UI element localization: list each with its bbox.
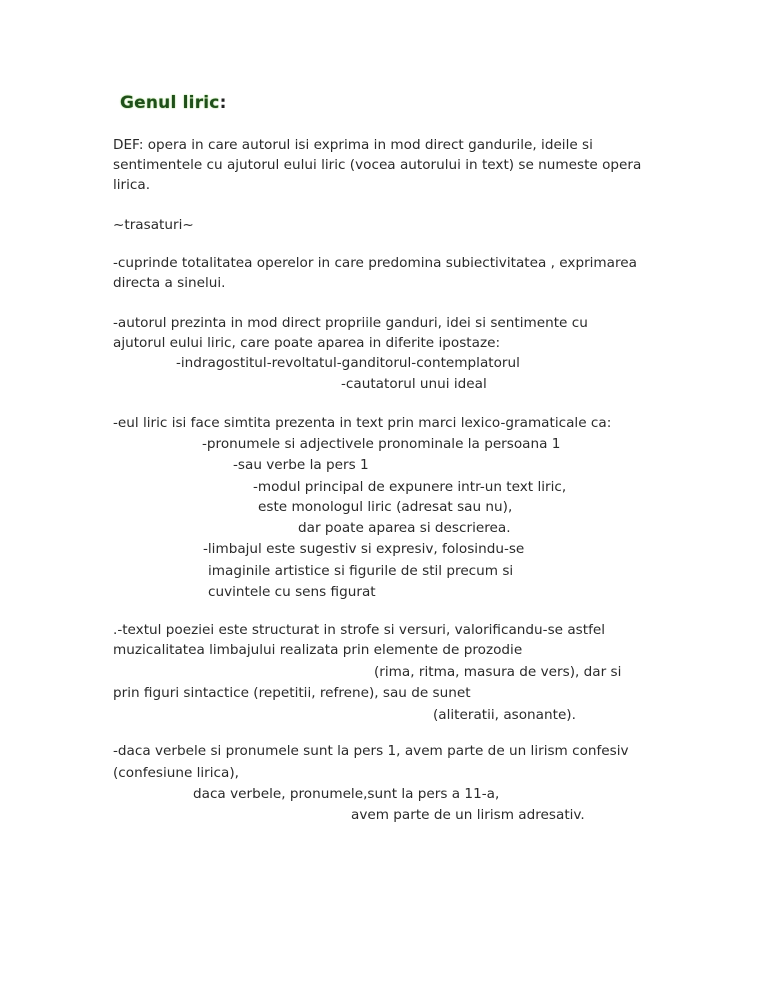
text-line: -limbajul este sugestiv si expresiv, folosindu-se xyxy=(203,541,525,557)
document-title xyxy=(120,93,227,113)
text-line: -pronumele si adjectivele pronominale la persoana 1 xyxy=(202,436,561,452)
text-line: -modul principal de expunere intr-un text liric, xyxy=(253,479,567,495)
text-line: daca verbele, pronumele,sunt la pers a 11-a, xyxy=(193,786,500,802)
title-text: Genul liric xyxy=(120,93,220,113)
text-line: sentimentele cu ajutorul eului liric (vocea autorului in text) se numeste opera xyxy=(113,157,642,173)
text-line: prin figuri sintactice (repetitii, refrene), sau de sunet xyxy=(113,685,471,701)
text-line: muzicalitatea limbajului realizata prin elemente de prozodie xyxy=(113,642,523,658)
text-line: DEF: opera in care autorul isi exprima in mod direct gandurile, ideile si xyxy=(113,137,593,153)
text-line: lirica. xyxy=(113,177,151,193)
text-line: imaginile artistice si figurile de stil precum si xyxy=(208,563,514,579)
text-line: -daca verbele si pronumele sunt la pers 1, avem parte de un lirism confesiv xyxy=(113,743,629,759)
text-line: cuvintele cu sens figurat xyxy=(208,584,376,600)
text-line: dar poate aparea si descrierea. xyxy=(298,520,511,536)
text-line: (confesiune lirica), xyxy=(113,765,239,781)
text-line: -eul liric isi face simtita prezenta in text prin marci lexico-gramaticale ca: xyxy=(113,415,612,431)
title-colon: : xyxy=(219,93,227,113)
text-line: (rima, ritma, masura de vers), dar si xyxy=(374,664,622,680)
text-line: -cautatorul unui ideal xyxy=(341,376,487,392)
text-line: avem parte de un lirism adresativ. xyxy=(351,807,585,823)
text-line: -autorul prezinta in mod direct propriile ganduri, idei si sentimente cu xyxy=(113,315,588,331)
text-line: (aliteratii, asonante). xyxy=(433,707,576,723)
text-line: -indragostitul-revoltatul-ganditorul-contemplatorul xyxy=(176,355,520,371)
text-line: directa a sinelui. xyxy=(113,275,226,291)
text-line: .-textul poeziei este structurat in strofe si versuri, valorificandu-se astfel xyxy=(113,622,606,638)
text-line: este monologul liric (adresat sau nu), xyxy=(258,499,513,515)
text-line: -sau verbe la pers 1 xyxy=(233,457,369,473)
text-line: -cuprinde totalitatea operelor in care predomina subiectivitatea , exprimarea xyxy=(113,255,637,271)
section-heading: ~trasaturi~ xyxy=(113,217,194,233)
text-line: ajutorul eului liric, care poate aparea in diferite ipostaze: xyxy=(113,335,501,351)
